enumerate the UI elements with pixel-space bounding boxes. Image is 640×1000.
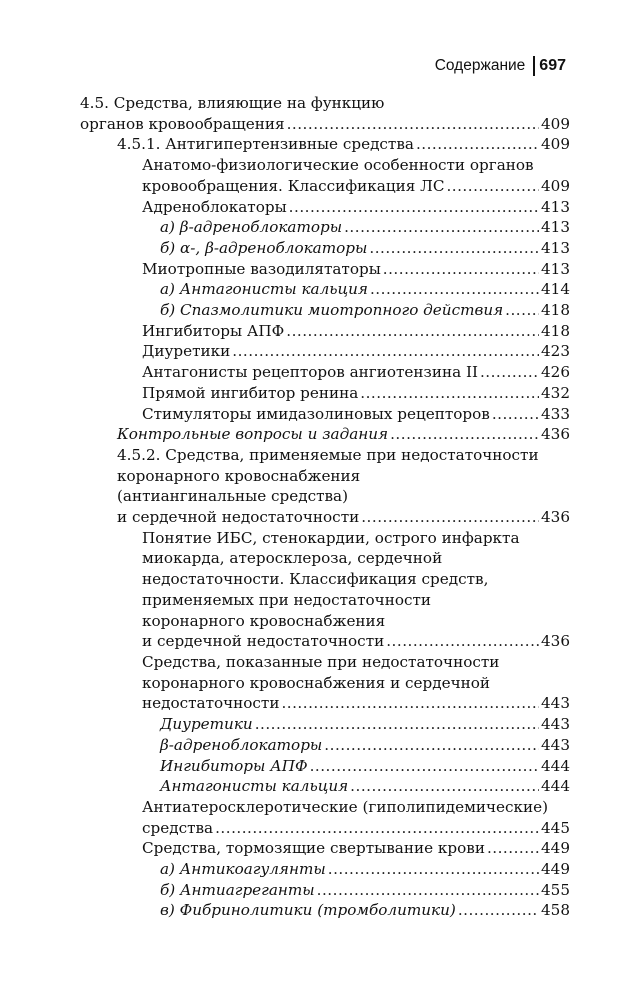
toc-entry-leader-line	[142, 259, 570, 280]
toc-entry-leader-line	[160, 880, 570, 901]
toc-entry[interactable]	[80, 528, 570, 652]
toc-entry-leader-line	[160, 714, 570, 735]
toc-entry-leader-line	[80, 114, 570, 135]
toc-entry-title: Диуретики	[142, 342, 231, 361]
dot-leader	[281, 693, 539, 714]
toc-page-number: 433	[541, 404, 570, 423]
toc-page-number: 418	[541, 301, 570, 320]
toc-page-number: 443	[541, 735, 570, 754]
dot-leader	[232, 341, 539, 362]
toc-entry[interactable]	[80, 859, 570, 880]
dot-leader	[487, 838, 539, 859]
toc-entry-leader-line	[142, 631, 570, 652]
toc-entry[interactable]	[80, 652, 570, 714]
toc-page-number: 426	[541, 363, 570, 382]
toc-page-number: 414	[541, 280, 570, 299]
toc-entry[interactable]	[80, 776, 570, 797]
toc-entry-leader-line	[142, 362, 570, 383]
toc-entry-title: б) Спазмолитики миотропного действия	[160, 301, 504, 320]
toc-entry-leader-line	[142, 818, 570, 839]
header-title: Содержание	[434, 57, 526, 74]
toc-entry-leader-line	[160, 735, 570, 756]
running-header	[435, 56, 566, 76]
toc-entry-title: и сердечной недостаточности	[142, 632, 385, 651]
dot-leader	[328, 859, 539, 880]
toc-entry-title: органов кровообращения	[80, 114, 285, 133]
toc-page-number: 413	[541, 238, 570, 257]
toc-page-number: 443	[541, 694, 570, 713]
toc-entry[interactable]	[80, 838, 570, 859]
toc-page-number: 413	[541, 197, 570, 216]
toc-entry-leader-line	[142, 341, 570, 362]
toc-entry[interactable]	[80, 424, 570, 445]
toc-entry-title: Адреноблокаторы	[142, 197, 287, 216]
toc-entry-leader-line	[117, 134, 570, 155]
toc-entry[interactable]	[80, 134, 570, 155]
toc-entry-title: Прямой ингибитор ренина	[142, 383, 359, 402]
dot-leader	[369, 238, 539, 259]
toc-entry-leader-line	[160, 900, 570, 921]
toc-page-number: 444	[541, 777, 570, 796]
dot-leader	[458, 900, 539, 921]
toc-entry-title: и сердечной недостаточности	[117, 508, 360, 527]
toc-entry-leader-line	[160, 859, 570, 880]
toc-entry-title: б) α-, β-адреноблокаторы	[160, 238, 368, 257]
toc-entry-leader-line	[142, 321, 570, 342]
dot-leader	[350, 776, 539, 797]
toc-entry[interactable]	[80, 341, 570, 362]
toc-entry-leader-line	[142, 693, 570, 714]
toc-entry-text-line: Средства, показанные при недостаточности	[142, 652, 500, 671]
dot-leader	[446, 176, 539, 197]
toc-entry-title: Средства, тормозящие свертывание крови	[142, 839, 485, 858]
dot-leader	[416, 134, 539, 155]
toc-entry[interactable]	[80, 404, 570, 425]
toc-entry[interactable]	[80, 321, 570, 342]
toc-entry-title: β-адреноблокаторы	[160, 735, 323, 754]
toc-page-number: 413	[541, 259, 570, 278]
toc-entry-leader-line	[160, 776, 570, 797]
toc-page-number: 423	[541, 342, 570, 361]
toc-entry-leader-line	[117, 424, 570, 445]
toc-entry-leader-line	[142, 176, 570, 197]
dot-leader	[255, 714, 539, 735]
toc-entry[interactable]	[80, 797, 570, 838]
dot-leader	[215, 818, 539, 839]
toc-page-number: 443	[541, 715, 570, 734]
toc-entry-text-line: Анатомо-физиологические особенности органов	[142, 156, 534, 175]
toc-entry-title: Стимуляторы имидазолиновых рецепторов	[142, 404, 490, 423]
dot-leader	[505, 300, 539, 321]
toc-entry-text-line: 4.5.2. Средства, применяемые при недостаточности	[117, 445, 539, 464]
dot-leader	[383, 259, 539, 280]
dot-leader	[287, 114, 539, 135]
toc-entry[interactable]	[80, 445, 570, 528]
dot-leader	[289, 197, 539, 218]
dot-leader	[386, 631, 539, 652]
toc-entry[interactable]	[80, 714, 570, 735]
toc-page-number: 418	[541, 321, 570, 340]
toc-page-number: 449	[541, 839, 570, 858]
dot-leader	[370, 279, 539, 300]
toc-entry-title: Антагонисты кальция	[160, 777, 349, 796]
toc-entry[interactable]	[80, 735, 570, 756]
toc-page-number: 445	[541, 818, 570, 837]
toc-entry-leader-line	[160, 279, 570, 300]
toc-entry[interactable]	[80, 93, 570, 134]
toc-entry-title: 4.5.1. Антигипертензивные средства	[117, 135, 414, 154]
toc-entry[interactable]	[80, 259, 570, 280]
toc-entry-text-line: 4.5. Средства, влияющие на функцию	[80, 94, 385, 112]
toc-entry-leader-line	[142, 838, 570, 859]
toc-page-number: 432	[541, 383, 570, 402]
toc-entry[interactable]	[80, 238, 570, 259]
toc-page-number: 455	[541, 880, 570, 899]
table-of-contents	[80, 93, 570, 921]
toc-entry-text-line: недостаточности. Классификация средств,	[142, 570, 489, 589]
toc-entry[interactable]	[80, 155, 570, 196]
toc-entry-leader-line	[160, 300, 570, 321]
toc-entry[interactable]	[80, 362, 570, 383]
toc-entry-text-line: коронарного кровоснабжения	[117, 466, 361, 485]
dot-leader	[310, 756, 539, 777]
dot-leader	[390, 424, 539, 445]
toc-page-number: 413	[541, 218, 570, 237]
toc-entry-leader-line	[160, 217, 570, 238]
toc-entry[interactable]	[80, 197, 570, 218]
toc-entry-title: Ингибиторы АПФ	[142, 321, 285, 340]
toc-entry-title: б) Антиагреганты	[160, 880, 315, 899]
dot-leader	[360, 383, 539, 404]
toc-entry[interactable]	[80, 300, 570, 321]
toc-entry-title: а) Антагонисты кальция	[160, 280, 368, 299]
toc-entry-leader-line	[142, 383, 570, 404]
toc-entry[interactable]	[80, 383, 570, 404]
toc-page-number: 436	[541, 632, 570, 651]
dot-leader	[344, 217, 539, 238]
toc-entry[interactable]	[80, 756, 570, 777]
toc-page-number: 436	[541, 425, 570, 444]
toc-entry-title: Диуретики	[160, 715, 253, 734]
toc-entry-leader-line	[117, 507, 570, 528]
toc-entry-text-line: (антиангинальные средства)	[117, 487, 349, 506]
toc-page-number: 409	[541, 176, 570, 195]
toc-entry-title: а) Антикоагулянты	[160, 860, 326, 879]
toc-entry-leader-line	[160, 756, 570, 777]
toc-entry-title: Антагонисты рецепторов ангиотензина II	[142, 363, 478, 382]
toc-entry-leader-line	[142, 197, 570, 218]
toc-entry-title: средства	[142, 818, 214, 837]
toc-entry-title: Ингибиторы АПФ	[160, 756, 308, 775]
header-page-number: 697	[539, 57, 566, 74]
dot-leader	[286, 321, 539, 342]
toc-entry-text-line: коронарного кровоснабжения и сердечной	[142, 673, 491, 692]
toc-page-number: 436	[541, 508, 570, 527]
toc-entry-text-line: Антиатеросклеротические (гиполипидемические)	[142, 797, 549, 816]
toc-entry-title: а) β-адреноблокаторы	[160, 218, 343, 237]
toc-entry[interactable]	[80, 880, 570, 901]
toc-entry-text-line: применяемых при недостаточности	[142, 590, 432, 609]
dot-leader	[324, 735, 539, 756]
dot-leader	[480, 362, 539, 383]
toc-entry-text-line: коронарного кровоснабжения	[142, 611, 386, 630]
toc-entry-title: в) Фибринолитики (тромболитики)	[160, 901, 456, 920]
toc-entry[interactable]	[80, 217, 570, 238]
toc-entry-title: кровообращения. Классификация ЛС	[142, 176, 445, 195]
toc-entry[interactable]	[80, 900, 570, 921]
dot-leader	[361, 507, 539, 528]
toc-page-number: 449	[541, 860, 570, 879]
toc-entry-text-line: миокарда, атеросклероза, сердечной	[142, 549, 443, 568]
toc-entry-leader-line	[142, 404, 570, 425]
toc-entry-title: недостаточности	[142, 694, 280, 713]
toc-page-number: 444	[541, 756, 570, 775]
toc-entry-title: Миотропные вазодилятаторы	[142, 259, 381, 278]
toc-entry[interactable]	[80, 279, 570, 300]
dot-leader	[317, 880, 539, 901]
toc-entry-title: Контрольные вопросы и задания	[117, 425, 389, 444]
toc-page-number: 409	[541, 135, 570, 154]
toc-entry-text-line: Понятие ИБС, стенокардии, острого инфаркта	[142, 528, 520, 547]
toc-page-number: 409	[541, 114, 570, 133]
toc-entry-leader-line	[160, 238, 570, 259]
toc-page-number: 458	[541, 901, 570, 920]
dot-leader	[492, 404, 539, 425]
